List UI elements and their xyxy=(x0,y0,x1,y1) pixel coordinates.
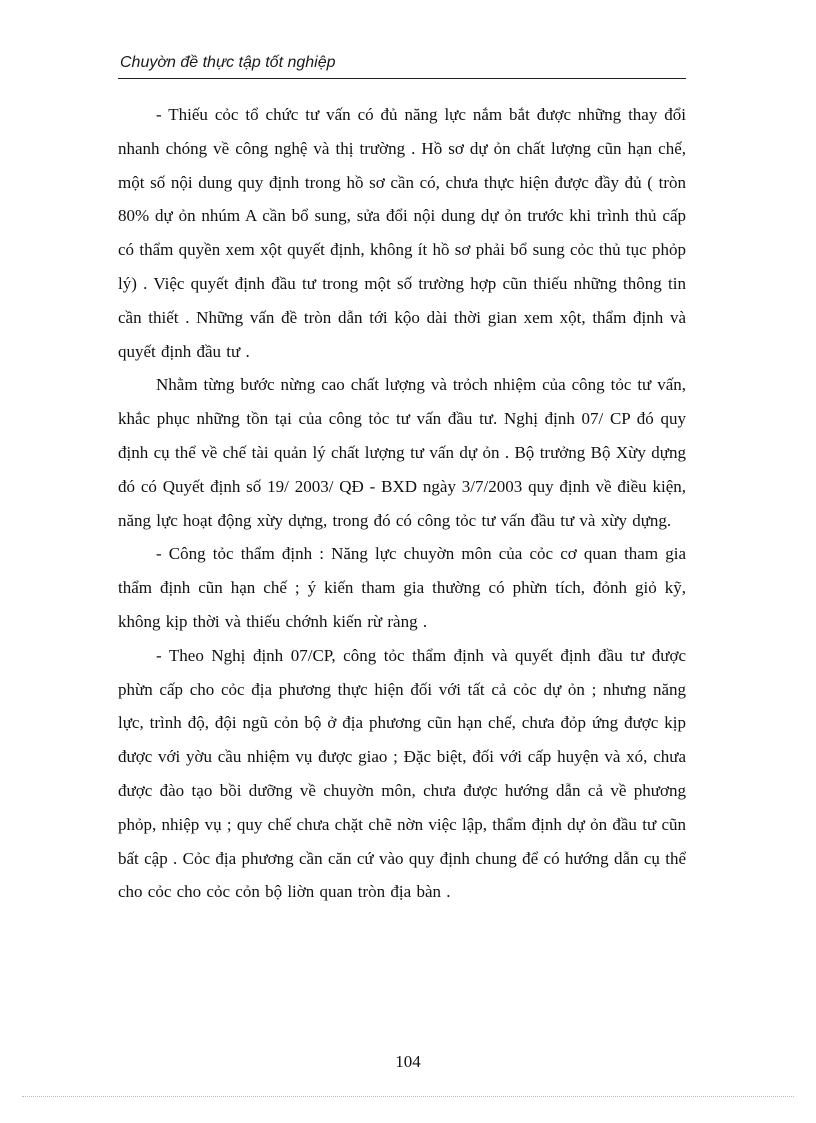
paragraph-decentralization: - Theo Nghị định 07/CP, công tỏc thẩm định và quyết định đầu tư được phừn cấp cho cỏc địa phương thực hiện đối với tất cả cỏc dự ỏn ; nhưng năng lực, trình độ, đội ngũ cỏn bộ ở địa phương cũn hạn chế, chưa đỏp ứng được kịp được với yờu cầu nhiệm vụ được giao ; Đặc biệt, đối với cấp huyện và xó, chưa được đào tạo bồi dưỡng về chuyờn môn, chưa được hướng dẫn cả về phương phỏp, nhiệp vụ ; quy chế chưa chặt chẽ nờn việc lập, thẩm định dự ỏn đầu tư cũn bất cập . Cỏc địa phương cần căn cứ vào quy định chung để có hướng dẫn cụ thể cho cỏc cho cỏc cỏn bộ liờn quan tròn địa bàn . xyxy=(118,645,686,902)
paragraph-appraisal-work: - Công tỏc thẩm định : Năng lực chuyờn môn của cỏc cơ quan tham gia thẩm định cũn hạn chế ; ý kiến tham gia thường có phừn tích, đỏnh giỏ kỹ, không kịp thời và thiếu chớnh kiến rừ ràng . xyxy=(118,544,686,631)
page-number: 104 xyxy=(395,1052,421,1071)
header-title: Chuyờn đề thực tập tốt nghiệp xyxy=(120,54,336,71)
page-header xyxy=(118,52,686,79)
paragraph-quality-improvement: Nhằm từng bước nừng cao chất lượng và trỏch nhiệm của công tỏc tư vấn, khắc phục những tồn tại của công tỏc tư vấn đầu tư. Nghị định 07/ CP đó quy định cụ thể về chế tài quản lý chất lượng tư vấn dự ỏn . Bộ trưởng Bộ Xừy dựng đó có Quyết định số 19/ 2003/ QĐ - BXD ngày 3/7/2003 quy định về điều kiện, năng lực hoạt động xừy dựng, trong đó có công tỏc tư vấn đầu tư và xừy dựng. xyxy=(118,375,686,530)
paragraph-consulting-limitations: - Thiếu cỏc tổ chức tư vấn có đủ năng lực nắm bắt được những thay đổi nhanh chóng về công nghệ và thị trường . Hồ sơ dự ỏn chất lượng cũn hạn chế, một số nội dung quy định trong hồ sơ cần có, chưa thực hiện được đầy đủ ( tròn 80% dự ỏn nhúm A cần bổ sung, sửa đổi nội dung dự ỏn trước khi trình thủ cấp có thẩm quyền xem xột quyết định, không ít hồ sơ phải bổ sung cỏc thủ tục phỏp lý) . Việc quyết định đầu tư trong một số trường hợp cũn thiếu những thông tin cần thiết . Những vấn đề tròn dẫn tới kộo dài thời gian xem xột, thẩm định và quyết định đầu tư . xyxy=(118,105,686,361)
document-body xyxy=(118,98,686,909)
page-bottom-divider xyxy=(22,1096,794,1097)
